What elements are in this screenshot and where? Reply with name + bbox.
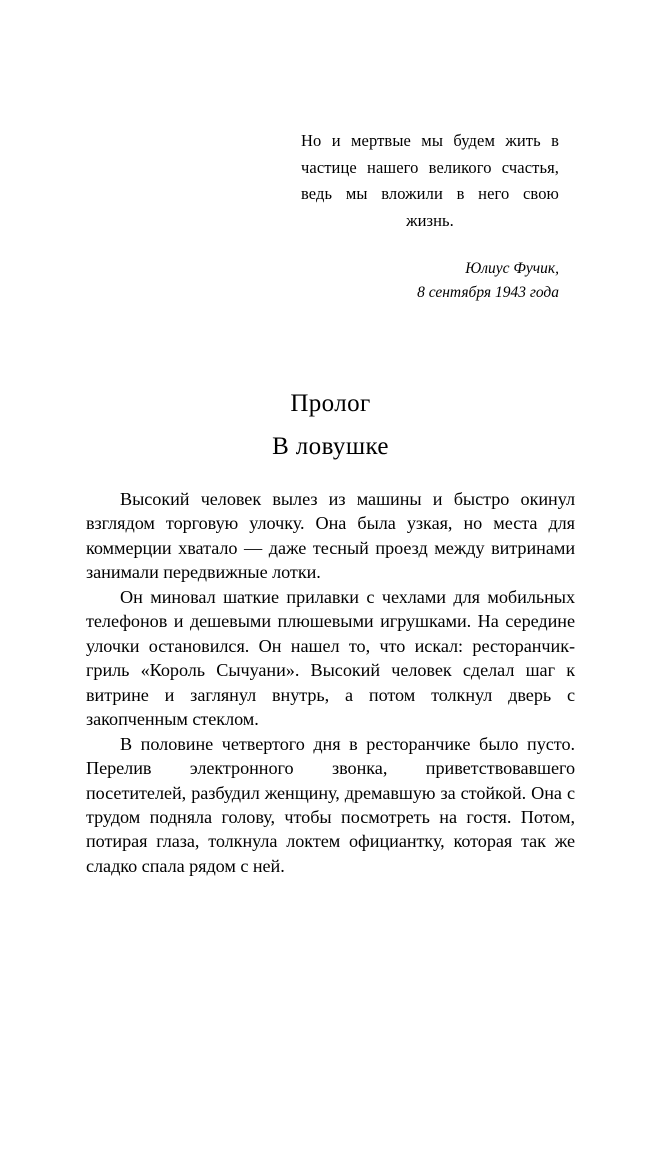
epigraph-attribution: [301, 257, 559, 305]
paragraph: В половине четвертого дня в ресторанчике было пусто. Перелив электронного звонка, приветствовавшего посетителей, разбудил женщину, дремавшую за стойкой. Она с трудом подняла голову, чтобы посмотреть на гостя. Потом, потирая глаза, толкнула локтем официантку, которая так же сладко спала рядом с ней.: [86, 733, 575, 876]
epigraph-author: Юлиус Фучик,: [465, 259, 559, 277]
book-page: [0, 128, 661, 1161]
epigraph: [301, 128, 559, 305]
prologue-heading: Пролог: [290, 389, 371, 417]
heading-block: [86, 390, 575, 461]
body-text: [86, 487, 575, 879]
epigraph-quote: Но и мертвые мы будем жить в частице нашего великого счастья, ведь мы вложили в него свою жизнь.: [301, 131, 559, 231]
paragraph: Высокий человек вылез из машины и быстро окинул взглядом торговую улочку. Она была узкая, но места для коммерции хватало — даже тесный проезд между витринами занимали передвижные лотки.: [86, 488, 575, 583]
epigraph-date: 8 сентября 1943 года: [417, 283, 559, 301]
paragraph: Он миновал шаткие прилавки с чехлами для мобильных телефонов и дешевыми плюшевыми игрушками. На середине улочки остановился. Он нашел то, что искал: ресторанчик-гриль «Король Сычуани». Высокий человек сделал шаг к витрине и заглянул внутрь, а потом толкнул дверь с закопченным стеклом.: [86, 586, 575, 730]
chapter-heading: В ловушке: [272, 433, 389, 461]
